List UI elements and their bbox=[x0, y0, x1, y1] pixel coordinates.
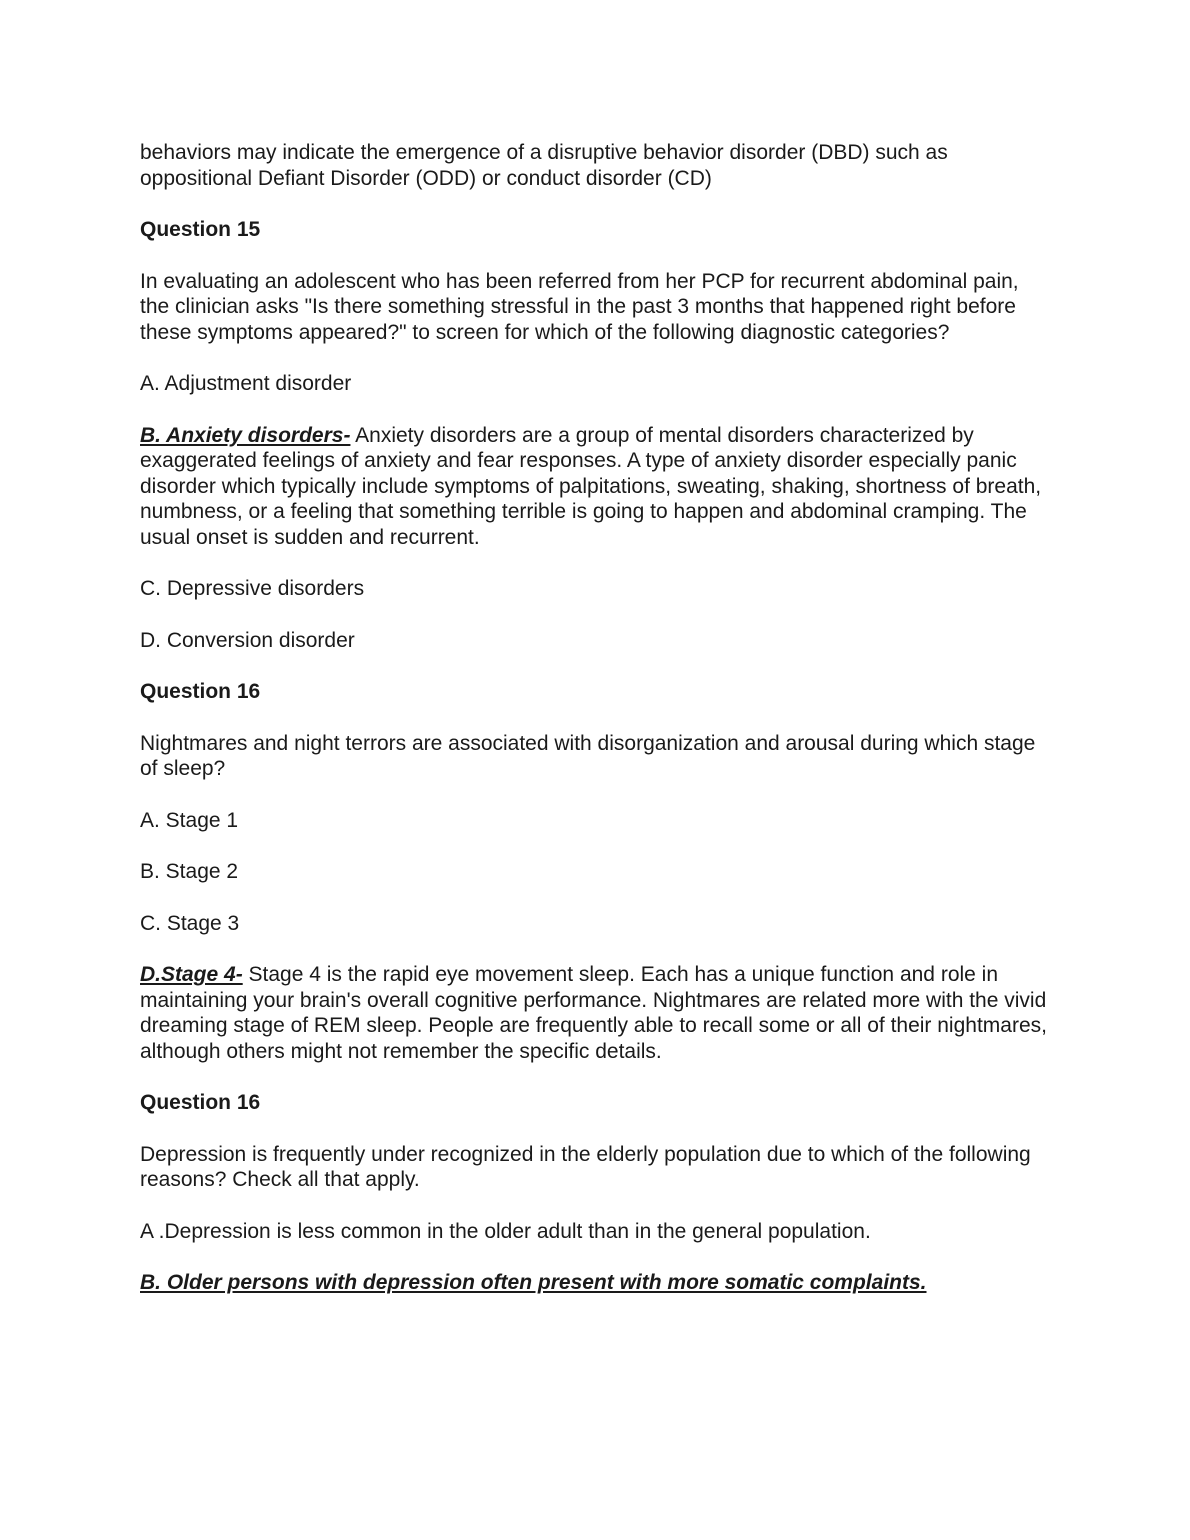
intro-text: behaviors may indicate the emergence of a disruptive behavior disorder (DBD) such as oppositional Defiant Disorder (ODD) or conduct disorder (CD) bbox=[140, 141, 948, 190]
page-content bbox=[140, 140, 1050, 1322]
question-15-text: In evaluating an adolescent who has been referred from her PCP for recurrent abdominal pain, the clinician asks "Is there something stressful in the past 3 months that happened right before these symptoms appeared?" to screen for which of the following diagnostic categories? bbox=[140, 269, 1019, 344]
question-16-text: Nightmares and night terrors are associated with disorganization and arousal during which stage of sleep? bbox=[140, 731, 1036, 780]
q15-answer-label: B. Anxiety disorders- bbox=[140, 423, 351, 447]
q16-option-c: C. Stage 3 bbox=[140, 911, 240, 935]
q15-answer-explanation: Anxiety disorders are a group of mental disorders characterized by exaggerated feelings of anxiety and fear responses. A type of anxiety disorder especially panic disorder which typically include symptoms of palpitations, sweating, shaking, shortness of breath, numbness, or a feeling that something terrible is going to happen and abdominal cramping. The usual onset is sudden and recurrent. bbox=[140, 423, 1042, 549]
q16-answer-label: D.Stage 4- bbox=[140, 963, 243, 986]
question-16b-title: Question 16 bbox=[140, 1091, 261, 1114]
q15-option-c: C. Depressive disorders bbox=[140, 577, 365, 600]
q15-option-a: A. Adjustment disorder bbox=[140, 372, 352, 395]
q16b-option-a: A .Depression is less common in the older adult than in the general population. bbox=[140, 1219, 871, 1243]
question-16-title: Question 16 bbox=[140, 680, 261, 703]
q16-option-d bbox=[140, 962, 1050, 1064]
question-16b-text: Depression is frequently under recognized in the elderly population due to which of the following reasons? Check all that apply. bbox=[140, 1142, 1031, 1191]
q16-answer-explanation: Stage 4 is the rapid eye movement sleep. Each has a unique function and role in maintaining your brain's overall cognitive performance. Nightmares are related more with the vivid dreaming stage of REM sleep. People are frequently able to recall some or all of their nightmares, although others might not remember the specific details. bbox=[140, 963, 1047, 1063]
q16-option-a: A. Stage 1 bbox=[140, 808, 239, 832]
q15-option-b bbox=[140, 423, 1050, 551]
question-15-title: Question 15 bbox=[140, 218, 261, 241]
q16b-option-b: B. Older persons with depression often present with more somatic complaints. bbox=[140, 1271, 927, 1294]
q16-option-b: B. Stage 2 bbox=[140, 860, 239, 883]
q15-option-d: D. Conversion disorder bbox=[140, 628, 355, 652]
